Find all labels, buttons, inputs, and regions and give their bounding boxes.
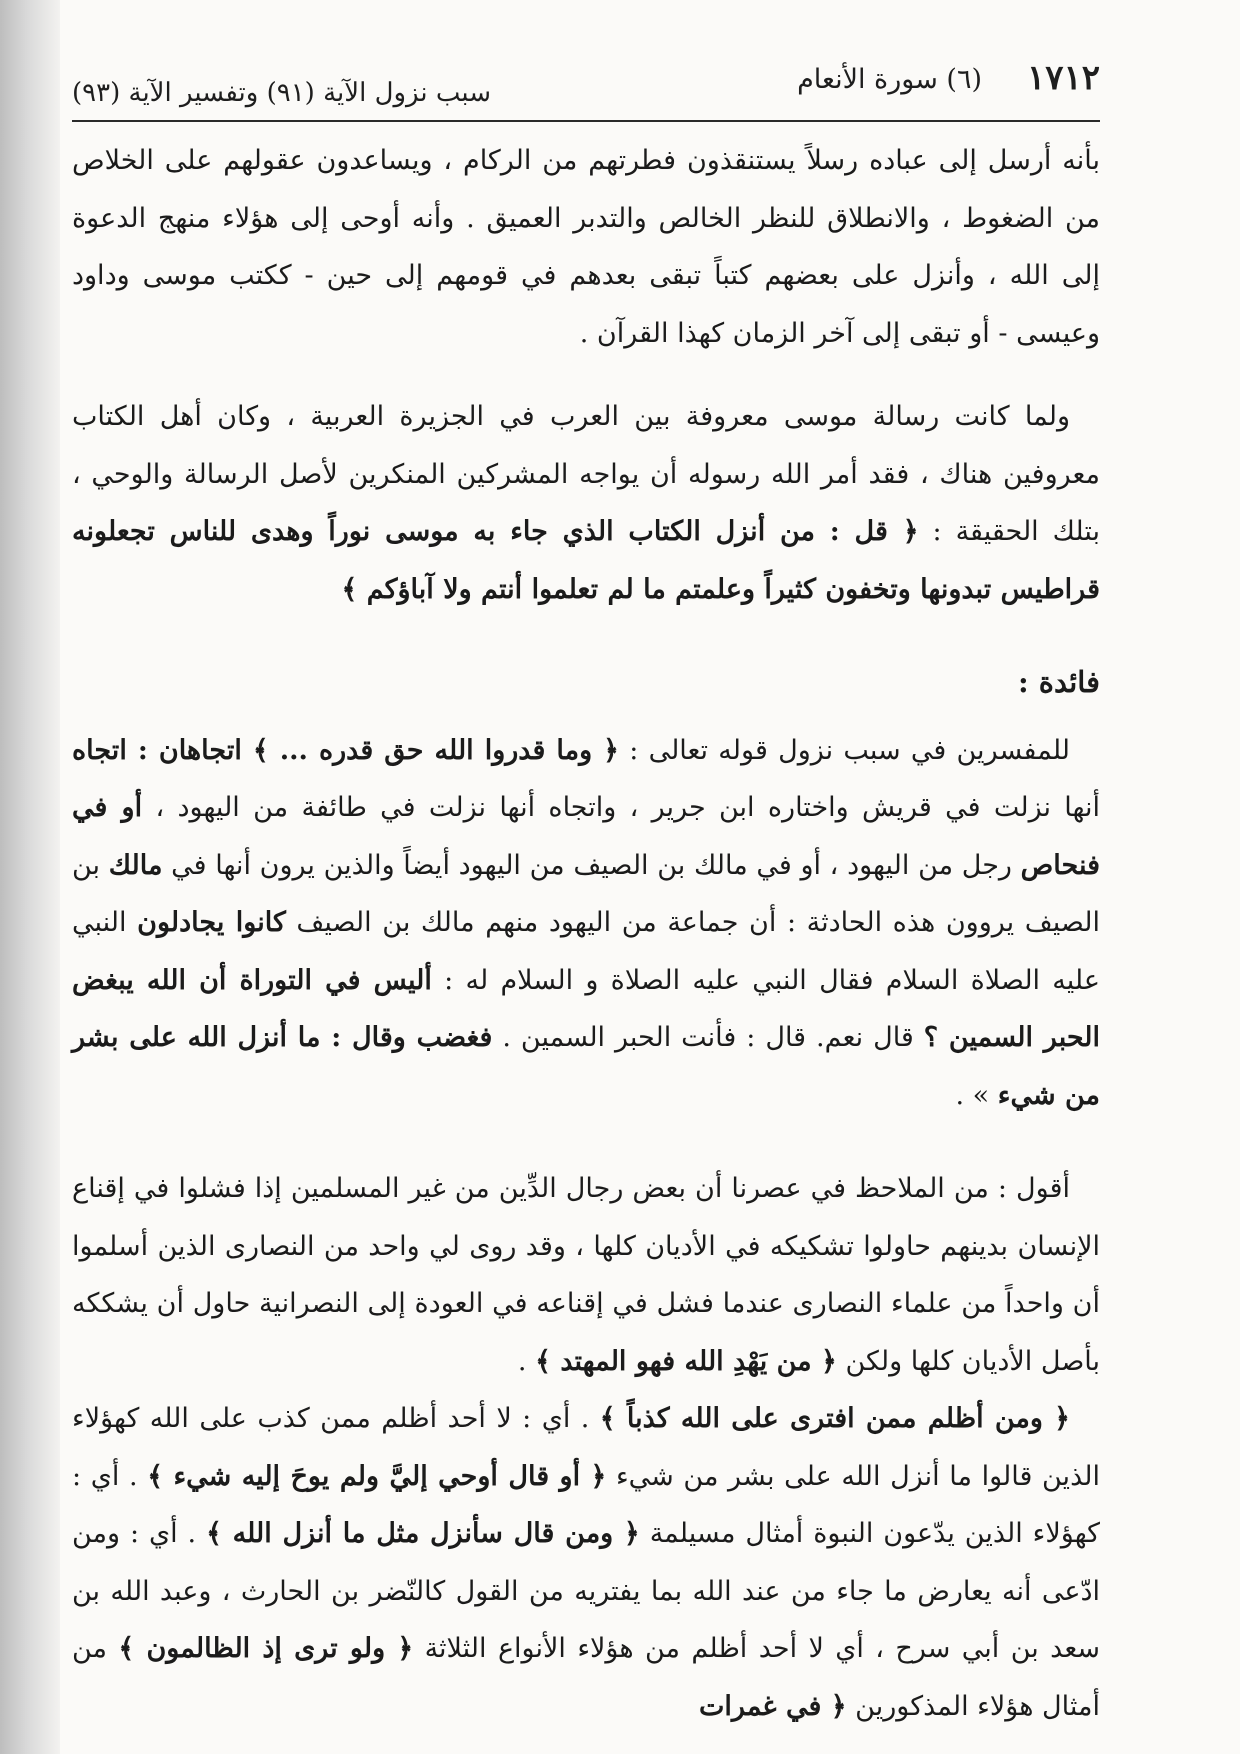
quran-verse: ﴿ وما قدروا الله حق قدره ... ﴾ اتجاهان : اتجاه xyxy=(72,734,620,766)
paragraph-text: . أي : ومن ادّعى أنه يعارض ما جاء من عند الله بما يفتريه من القول كالنّضر بن الحارث ، وعبد الله بن سعد بن أبي سرح ، أي لا أحد أظلم من هؤلاء الأنواع الثلاثة xyxy=(72,1518,1100,1664)
paragraph-text: . xyxy=(517,1345,527,1377)
paragraph-faida xyxy=(72,722,1100,1125)
header-divider xyxy=(72,120,1100,122)
paragraph-moses xyxy=(72,388,1100,618)
faida-bold-text: أو في فنحاص xyxy=(72,792,1101,881)
faida-text: قال نعم. قال : فأنت الحبر السمين . xyxy=(502,1022,914,1053)
faida-bold-text: فغضب وقال : ما أنزل الله على بشر من شيء xyxy=(72,1022,1100,1111)
faida-text: » . xyxy=(955,1079,990,1111)
faida-text: للمفسرين في سبب نزول قوله تعالى : xyxy=(629,734,1070,766)
paragraph-text: . أي : كهؤلاء الذين يدّعون النبوة أمثال مسيلمة xyxy=(72,1460,1100,1549)
faida-bold-text: كانوا يجادلون xyxy=(137,907,286,938)
paragraph-gap xyxy=(72,618,1100,654)
paragraph-prophets xyxy=(72,132,1100,362)
page-topic: سبب نزول الآية (٩١) وتفسير الآية (٩٣) xyxy=(72,78,492,108)
paragraph-text: ولما كانت رسالة موسى معروفة بين العرب في الجزيرة العربية ، وكان أهل الكتاب معروفين هناك ، فقد أمر الله رسوله أن يواجه المشركين المنكرين لأصل الرسالة والوحي ، بتلك الحقيقة : xyxy=(72,401,1100,547)
paragraph-tafsir xyxy=(72,1390,1100,1735)
paragraph-gap xyxy=(72,1124,1100,1160)
faida-text: أنها نزلت في قريش واختاره ابن جرير ، واتجاه أنها نزلت في طائفة من اليهود ، xyxy=(155,792,1100,823)
page-body xyxy=(72,132,1100,1735)
quran-verse: ﴿ في غمرات xyxy=(699,1690,847,1722)
page-number: ١٧١٢ xyxy=(1026,58,1100,98)
page-header xyxy=(72,58,1100,110)
quran-verse: ﴿ من يَهْدِ الله فهو المهتد ﴾ xyxy=(535,1345,837,1377)
paragraph-text: من أمثال هؤلاء المذكورين xyxy=(72,1633,1100,1722)
faida-bold-text: أليس في التوراة أن الله يبغض الحبر السمين ؟ xyxy=(72,964,1100,1053)
paragraph-text: . أي : لا أحد أظلم ممن كذب على الله كهؤلاء الذين قالوا ما أنزل الله على بشر من شيء xyxy=(72,1403,1100,1492)
faida-text: رجل من اليهود ، أو في مالك بن الصيف من اليهود أيضاً والذين يرون أنها في xyxy=(171,849,1012,881)
faida-text: النبي عليه الصلاة السلام فقال النبي عليه الصلاة و السلام له : xyxy=(72,907,1100,996)
paragraph-text: أقول : من الملاحظ في عصرنا أن بعض رجال الدِّين من غير المسلمين إذا فشلوا في إقناع الإنسان بدينهم حاولوا تشكيكه في الأديان كلها ، وقد روى لي واحد من النصارى الذين أسلموا أن واحداً من علماء النصارى عندما فشل في إقناعه في العودة إلى النصرانية حاول أن يشككه بأصل الأديان كلها ولكن xyxy=(72,1173,1100,1377)
quran-verse: ﴿ أو قال أوحي إليَّ ولم يوحَ إليه شيء ﴾ xyxy=(147,1460,607,1492)
binding-shadow xyxy=(0,0,60,1754)
paragraph-gap xyxy=(72,362,1100,388)
paragraph-gap xyxy=(72,712,1100,722)
quran-verse: ﴿ ومن أظلم ممن افترى على الله كذباً ﴾ xyxy=(599,1403,1070,1434)
surah-title: (٦) سورة الأنعام xyxy=(797,64,982,95)
faida-text: بن الصيف يروون هذه الحادثة : أن جماعة من اليهود منهم مالك بن الصيف xyxy=(72,849,1100,938)
quran-verse: ﴿ قل : من أنزل الكتاب الذي جاء به موسى نوراً وهدى للناس تجعلونه قراطيس تبدونها وتخفون كثيراً وعلمتم ما لم تعلموا أنتم ولا آباؤكم ﴾ xyxy=(72,516,1100,605)
paragraph-text: بأنه أرسل إلى عباده رسلاً يستنقذون فطرتهم من الركام ، ويساعدون عقولهم على الخلاص من الضغوط ، والانطلاق للنظر الخالص والتدبر العميق . وأنه أوحى إلى هؤلاء منهج الدعوة إلى الله ، وأنزل على بعضهم كتباً تبقى بعدهم في قومهم إلى حين - ككتب موسى وداود وعيسى - أو تبقى إلى آخر الزمان كهذا القرآن . xyxy=(72,145,1100,349)
faida-heading: فائدة : xyxy=(1018,665,1100,699)
paragraph-author-note xyxy=(72,1160,1100,1390)
faida-bold-text: مالك xyxy=(108,849,163,881)
quran-verse: ﴿ ولو ترى إذ الظالمون ﴾ xyxy=(118,1633,414,1664)
quran-verse: ﴿ ومن قال سأنزل مثل ما أنزل الله ﴾ xyxy=(206,1518,640,1549)
